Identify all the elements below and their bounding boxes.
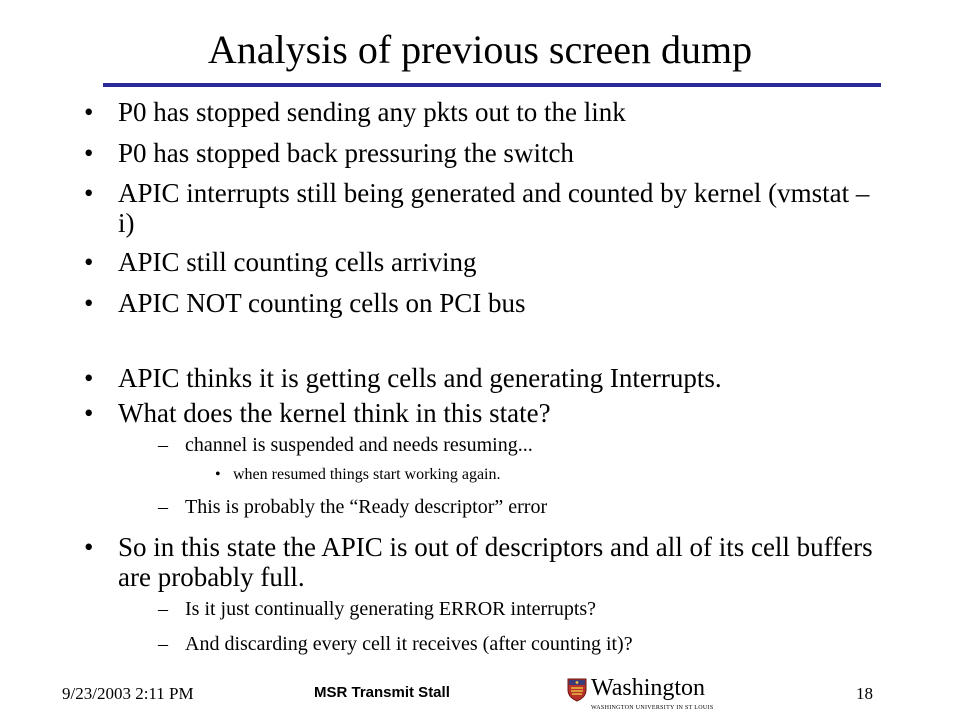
bullet-icon: • [84, 138, 94, 168]
footer-title: MSR Transmit Stall [314, 684, 450, 701]
sub-sub-bullet-text: when resumed things start working again. [233, 466, 501, 483]
bullet-text: So in this state the APIC is out of descriptors and all of its cell buffers are probably full. [118, 532, 873, 592]
title-underline [103, 83, 881, 87]
sub-bullet-text: This is probably the “Ready descriptor” error [185, 496, 548, 518]
bullet-item [84, 288, 874, 318]
sub-bullet-text: Is it just continually generating ERROR interrupts? [185, 598, 597, 620]
bullet-item [84, 138, 874, 168]
sub-bullet-text: channel is suspended and needs resuming... [185, 434, 533, 456]
bullet-text: P0 has stopped sending any pkts out to the link [118, 97, 626, 127]
bullet-text: APIC thinks it is getting cells and generating Interrupts. [118, 363, 722, 393]
slide-title: Analysis of previous screen dump [207, 27, 753, 72]
bullet-icon: • [215, 466, 221, 483]
bullet-icon: • [84, 288, 94, 318]
sub-bullet-item [158, 632, 858, 656]
bullet-icon: • [84, 532, 94, 562]
bullet-text: APIC interrupts still being generated and counted by kernel (vmstat –i) [118, 178, 870, 238]
bullet-text: P0 has stopped back pressuring the switch [118, 138, 574, 168]
bullet-text: APIC still counting cells arriving [118, 247, 477, 277]
logo-subtitle: WASHINGTON UNIVERSITY IN ST LOUIS [591, 705, 714, 711]
dash-icon: – [158, 598, 168, 620]
bullet-item [84, 363, 874, 393]
dash-icon: – [158, 633, 168, 655]
bullet-item [84, 398, 874, 428]
bullet-item [84, 532, 874, 592]
bullet-icon: • [84, 97, 94, 127]
university-logo [567, 674, 727, 714]
page-number: 18 [856, 684, 873, 703]
sub-sub-bullet-item [215, 465, 855, 485]
sub-bullet-item [158, 495, 858, 519]
sub-bullet-item [158, 433, 858, 457]
bullet-icon: • [84, 178, 94, 208]
bullet-icon: • [84, 247, 94, 277]
university-shield-icon [567, 678, 587, 707]
bullet-item [84, 247, 874, 277]
footer-date: 9/23/2003 2:11 PM [62, 684, 194, 703]
bullet-icon: • [84, 398, 94, 428]
bullet-item [84, 178, 874, 238]
dash-icon: – [158, 496, 168, 518]
dash-icon: – [158, 434, 168, 456]
logo-wordmark: Washington [591, 675, 706, 701]
bullet-item [84, 97, 874, 127]
bullet-text: APIC NOT counting cells on PCI bus [118, 288, 526, 318]
bullet-text: What does the kernel think in this state? [118, 398, 551, 428]
sub-bullet-text: And discarding every cell it receives (after counting it)? [185, 633, 633, 655]
sub-bullet-item [158, 597, 858, 621]
bullet-icon: • [84, 363, 94, 393]
